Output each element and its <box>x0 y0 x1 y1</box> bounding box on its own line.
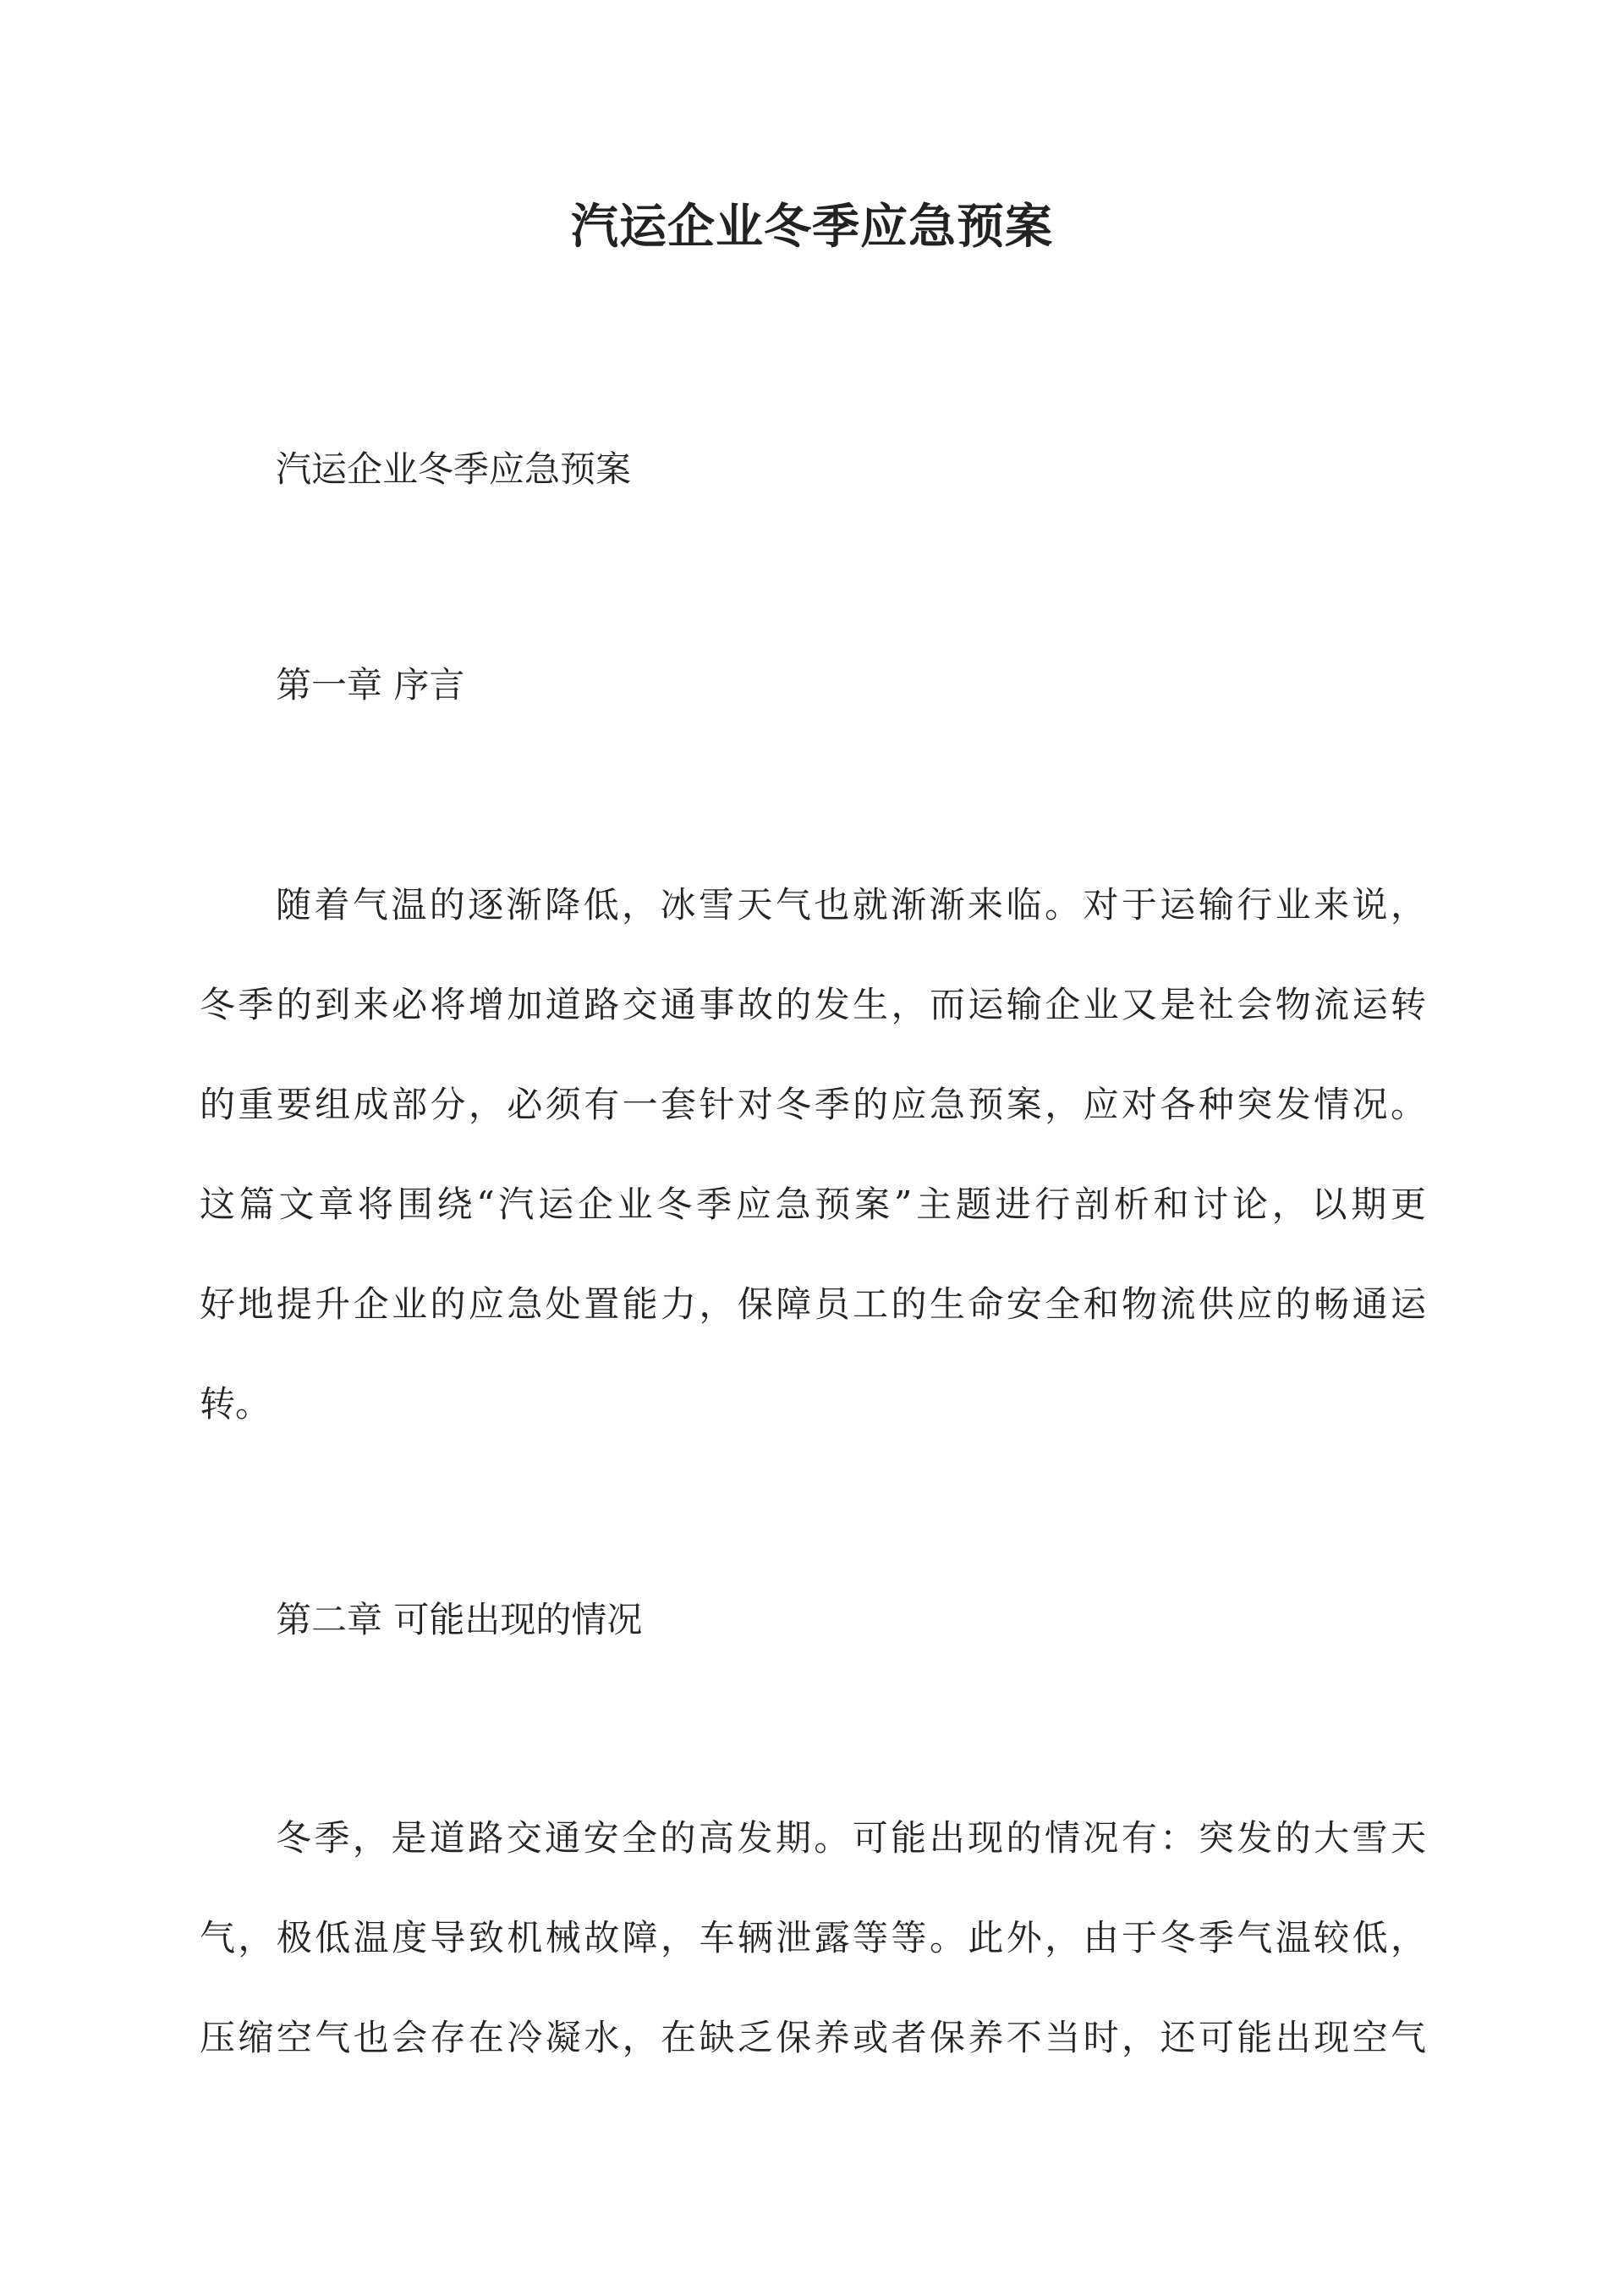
paragraph-line: 气，极低温度导致机械故障，车辆泄露等等。此外，由于冬季气温较低， <box>200 1917 1426 1958</box>
document-subtitle: 汽运企业冬季应急预案 <box>276 448 632 490</box>
document-title: 汽运企业冬季应急预案 <box>571 199 1053 255</box>
paragraph-line: 随着气温的逐渐降低，冰雪天气也就渐渐来临。对于运输行业来说， <box>276 884 1426 926</box>
paragraph-line: 转。 <box>200 1383 272 1425</box>
chapter-1-heading: 第一章 序言 <box>276 664 465 706</box>
paragraph-line: 压缩空气也会存在冷凝水，在缺乏保养或者保养不当时，还可能出现空气 <box>200 2017 1426 2058</box>
paragraph-line: 好地提升企业的应急处置能力，保障员工的生命安全和物流供应的畅通运 <box>200 1283 1426 1325</box>
paragraph-line: 的重要组成部分，必须有一套针对冬季的应急预案，应对各种突发情况。 <box>200 1084 1426 1125</box>
paragraph-line: 这篇文章将围绕“汽运企业冬季应急预案”主题进行剖析和讨论，以期更 <box>200 1184 1426 1225</box>
paragraph-line: 冬季，是道路交通安全的高发期。可能出现的情况有：突发的大雪天 <box>276 1817 1426 1859</box>
paragraph-line: 冬季的到来必将增加道路交通事故的发生，而运输企业又是社会物流运转 <box>200 984 1426 1025</box>
chapter-2-heading: 第二章 可能出现的情况 <box>276 1599 643 1640</box>
